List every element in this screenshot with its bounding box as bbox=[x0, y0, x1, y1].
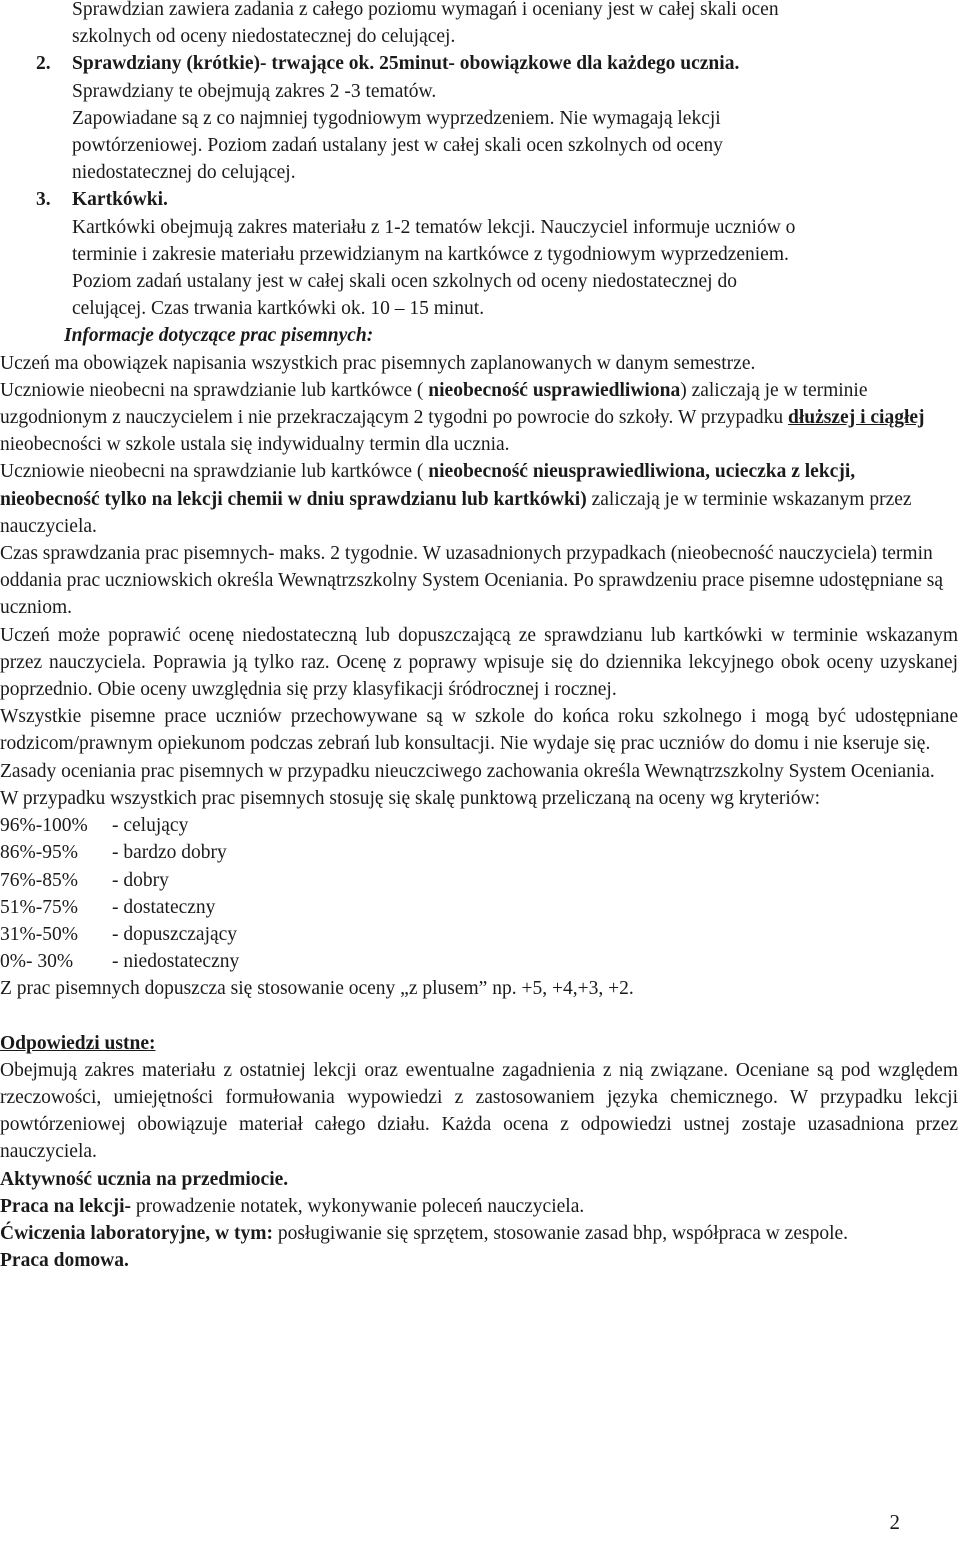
grade-row bbox=[0, 812, 958, 839]
text-line: powtórzeniowej. Poziom zadań ustalany jest w całej skali ocen szkolnych od oceny bbox=[72, 135, 723, 157]
oral-heading: Odpowiedzi ustne: bbox=[0, 1032, 156, 1054]
item-3-title bbox=[0, 186, 958, 213]
text-run: Uczniowie nieobecni na sprawdzianie lub kartkówce ( bbox=[0, 461, 429, 483]
text-line: niedostatecznej do celującej. bbox=[72, 162, 296, 184]
text-line: szkolnych od oceny niedostatecznej do celującej. bbox=[72, 26, 456, 48]
text-run: Uczniowie nieobecni na sprawdzianie lub kartkówce ( bbox=[0, 379, 429, 401]
grade-row bbox=[0, 894, 958, 921]
grade-range: 86%-95% bbox=[0, 842, 78, 864]
item-number: 3. bbox=[36, 189, 51, 211]
intro-paragraph bbox=[0, 0, 958, 50]
item-2-sprawdziany bbox=[0, 50, 958, 186]
grade-range: 0%- 30% bbox=[0, 951, 74, 973]
grade-scale bbox=[0, 812, 958, 975]
grade-row bbox=[0, 867, 958, 894]
info-heading: Informacje dotyczące prac pisemnych: bbox=[64, 325, 374, 347]
item-title-text: Sprawdziany (krótkie)- trwające ok. 25minut- obowiązkowe dla każdego ucznia. bbox=[72, 53, 740, 75]
grade-row bbox=[0, 839, 958, 866]
page-number: 2 bbox=[889, 1510, 900, 1534]
info-paragraph-6: Wszystkie pisemne prace uczniów przechowywane są w szkole do końca roku szkolnego i mogą być udostępniane rodzicom/prawnym opiekunom podczas zebrań lub konsultacji. Nie wydaje się prac uczniów do domu i nie kseruje się. bbox=[0, 706, 958, 755]
item-number: 2. bbox=[36, 53, 51, 75]
text-run-bold-underline: dłuższej i ciągłej bbox=[788, 407, 925, 429]
grade-range: 96%-100% bbox=[0, 815, 88, 837]
grade-label: - dopuszczający bbox=[112, 923, 238, 945]
item-title-text: Kartkówki. bbox=[72, 189, 168, 211]
info-paragraph-2 bbox=[0, 377, 958, 459]
plus-note: Z prac pisemnych dopuszcza się stosowanie oceny „z plusem” np. +5, +4,+3, +2. bbox=[0, 978, 634, 1000]
text-run: nieobecności w szkole ustala się indywidualny termin dla ucznia. bbox=[0, 434, 510, 456]
text-line: Sprawdzian zawiera zadania z całego poziomu wymagań i oceniany jest w całej skali ocen bbox=[72, 0, 779, 20]
grade-row bbox=[0, 948, 958, 975]
grade-label: - bardzo dobry bbox=[112, 842, 227, 864]
info-paragraph-3 bbox=[0, 458, 958, 540]
grade-label: - dostateczny bbox=[112, 896, 216, 918]
item-2-title bbox=[0, 50, 958, 77]
text-run: posługiwanie się sprzętem, stosowanie zasad bhp, współpraca w zespole. bbox=[272, 1222, 849, 1244]
text-line: Poziom zadań ustalany jest w całej skali ocen szkolnych od oceny niedostatecznej do bbox=[72, 271, 737, 293]
grade-label: - niedostateczny bbox=[112, 951, 240, 973]
grade-range: 76%-85% bbox=[0, 869, 78, 891]
text-line: celującej. Czas trwania kartkówki ok. 10 – 15 minut. bbox=[72, 298, 485, 320]
info-paragraph-7: Zasady oceniania prac pisemnych w przypadku nieuczciwego zachowania określa Wewnątrzszkolny System Oceniania. bbox=[0, 760, 935, 782]
grade-label: - dobry bbox=[112, 869, 169, 891]
oral-paragraph: Obejmują zakres materiału z ostatniej lekcji oraz ewentualne zagadnienia z nią związane. Oceniane są pod względem rzeczowości, umiejętności formułowania wypowiedzi z zastosowaniem języka chemicznego. W przypadku lekcji powtórzeniowej obowiązuje materiał całego działu. Każda ocena z odpowiedzi ustnej zostaje uzasadniona przez nauczyciela. bbox=[0, 1059, 958, 1163]
text-run-bold: nieobecność usprawiedliwiona bbox=[428, 379, 681, 401]
info-paragraph-5: Uczeń może poprawić ocenę niedostateczną lub dopuszczającą ze sprawdzianu lub kartkówki w terminie wskazanym przez nauczyciela. Poprawia ją tylko raz. Ocenę z poprawy wpisuje się do dziennika lekcyjnego obok oceny uzyskanej poprzednio. Obie oceny uwzględnia się przy klasyfikacji śródrocznej i rocznej. bbox=[0, 624, 958, 701]
grade-range: 51%-75% bbox=[0, 896, 78, 918]
text-run: zaliczają je w terminie wskazanym przez nauczyciela. bbox=[0, 488, 912, 537]
lesson-work-paragraph bbox=[0, 1193, 958, 1220]
lab-exercises-paragraph bbox=[0, 1220, 958, 1247]
text-run-bold: Ćwiczenia laboratoryjne, w tym: bbox=[0, 1222, 273, 1244]
text-run-bold: nieobecność nieusprawiedliwiona, ucieczka z lekcji, nieobecność tylko na lekcji chemii w dniu sprawdzianu lub kartkówki) bbox=[0, 461, 856, 510]
text-run: prowadzenie notatek, wykonywanie poleceń nauczyciela. bbox=[131, 1195, 585, 1217]
activity-heading: Aktywność ucznia na przedmiocie. bbox=[0, 1168, 289, 1190]
grade-row bbox=[0, 921, 958, 948]
text-line: Kartkówki obejmują zakres materiału z 1-2 tematów lekcji. Nauczyciel informuje uczniów o bbox=[72, 216, 796, 238]
text-line: Sprawdziany te obejmują zakres 2 -3 tematów. bbox=[72, 80, 437, 102]
homework-heading: Praca domowa. bbox=[0, 1250, 129, 1272]
grade-range: 31%-50% bbox=[0, 923, 78, 945]
text-line: terminie i zakresie materiału przewidzianym na kartkówce z tygodniowym wyprzedzeniem. bbox=[72, 243, 789, 265]
grade-label: - celujący bbox=[112, 815, 189, 837]
info-paragraph-8: W przypadku wszystkich prac pisemnych stosuję się skalę punktową przeliczaną na oceny wg kryteriów: bbox=[0, 787, 821, 809]
text-run-bold: Praca na lekcji- bbox=[0, 1195, 132, 1217]
info-paragraph-1: Uczeń ma obowiązek napisania wszystkich prac pisemnych zaplanowanych w danym semestrze. bbox=[0, 352, 756, 374]
text-run: ) zaliczają je w terminie uzgodnionym z nauczycielem i nie przekraczającym 2 tygodni po powrocie do szkoły. W przypadku bbox=[0, 379, 868, 429]
info-paragraph-4: Czas sprawdzania prac pisemnych- maks. 2 tygodnie. W uzasadnionych przypadkach (nieobecność nauczyciela) termin oddania prac uczniowskich określa Wewnątrzszkolny System Oceniania. Po sprawdzeniu prace pisemne udostępniane są uczniom. bbox=[0, 543, 943, 619]
spacer bbox=[0, 1003, 958, 1030]
text-line: Zapowiadane są z co najmniej tygodniowym wyprzedzeniem. Nie wymagają lekcji bbox=[72, 107, 721, 129]
item-3-kartkowki bbox=[0, 186, 958, 322]
